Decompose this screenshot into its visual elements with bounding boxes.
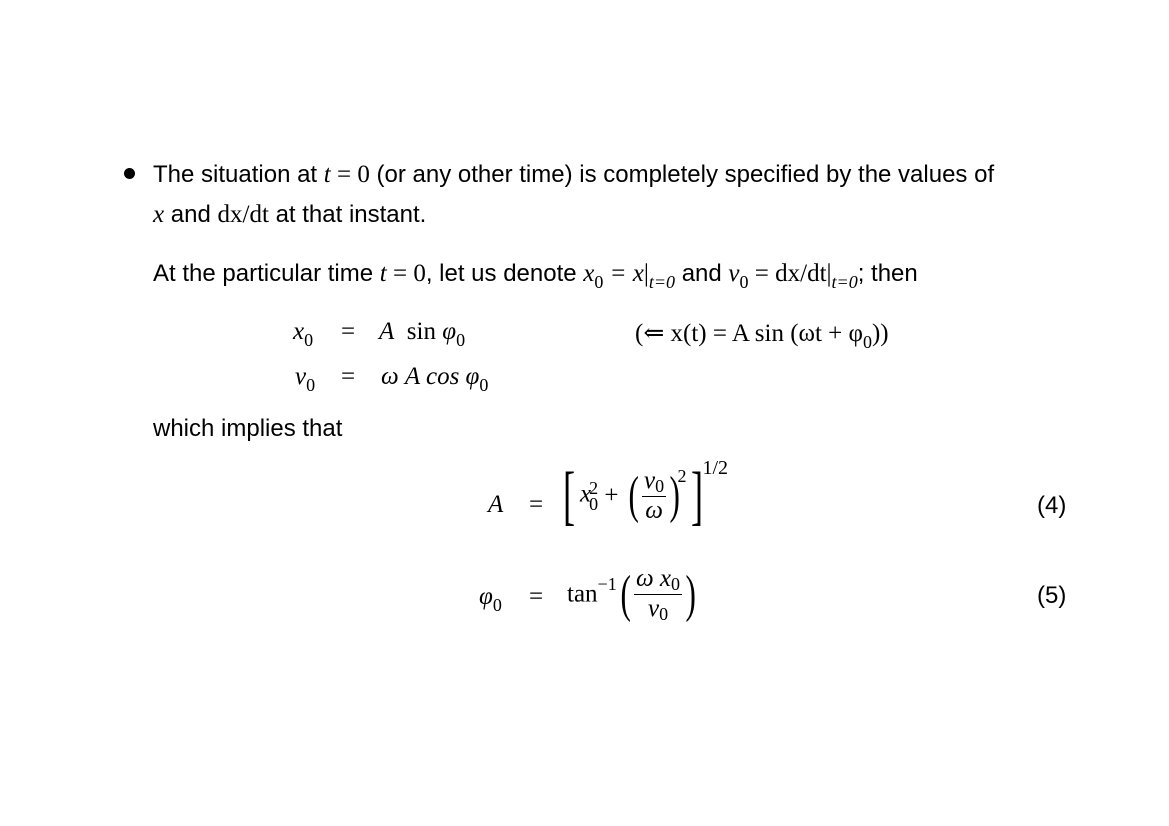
math-omega: ω — [645, 497, 663, 524]
system-row-1-rhs — [379, 318, 466, 350]
math-omega-x: ω x — [636, 565, 672, 592]
left-paren: ( — [620, 565, 631, 623]
math-x: x — [579, 480, 592, 508]
left-paren: ( — [628, 467, 639, 524]
math-phi: φ — [479, 583, 493, 610]
system-row-1-equals: = — [341, 318, 356, 345]
math-v: v — [728, 260, 740, 287]
system-row-2-equals: = — [341, 363, 356, 390]
math-A: A — [379, 318, 395, 345]
math-subscript: 0 — [492, 595, 502, 615]
bullet-line-2 — [153, 201, 426, 229]
system-row-2-lhs — [295, 363, 316, 395]
math-subscript: 0 — [304, 330, 314, 350]
math-subscript: 0 — [479, 375, 489, 395]
math-superscript: 1/2 — [702, 456, 729, 479]
implies-text: which implies that — [153, 415, 343, 442]
math-superscript: 2 — [589, 478, 599, 498]
math-superscript: 2 — [677, 465, 687, 486]
math-v: v — [644, 467, 656, 494]
system-row-2-rhs — [381, 363, 489, 395]
eq4-label: (4) — [1037, 492, 1067, 519]
math-x: x — [583, 260, 595, 287]
math-subscript: 0 — [589, 494, 599, 514]
text-segment: ; then — [857, 260, 918, 287]
eq5-lhs — [479, 583, 502, 615]
right-paren: ) — [685, 565, 696, 623]
text-segment: The situation at — [153, 161, 324, 188]
math-subscript: 0 — [659, 604, 669, 624]
text-segment: and — [675, 260, 729, 287]
eq4-equals: = — [529, 491, 544, 518]
right-bracket: ] — [691, 459, 704, 532]
right-paren: ) — [669, 467, 681, 524]
math-dxdt: dx/dt — [217, 201, 269, 228]
math-subscript: t=0 — [648, 272, 676, 292]
math-subscript: 0 — [862, 332, 872, 352]
math-eq-x: = x — [603, 260, 644, 287]
math-sin: sin — [406, 318, 436, 345]
text-segment: at that instant. — [268, 201, 427, 228]
eq5-rhs — [567, 565, 699, 624]
text-segment: (or any other time) is completely specified by the values of — [369, 161, 995, 188]
math-omega-A-cos-phi: ω A cos φ — [381, 363, 480, 390]
x0-squared — [580, 480, 598, 512]
bullet-line-1 — [153, 161, 994, 189]
math-v: v — [647, 595, 660, 622]
text-segment: , let us denote — [425, 260, 584, 287]
math-superscript: −1 — [597, 574, 617, 595]
eq5-label: (5) — [1037, 582, 1067, 609]
eq4-lhs: A — [488, 491, 504, 518]
system-row-1-note — [635, 318, 889, 352]
paragraph-initial-conditions — [153, 260, 918, 292]
math-v: v — [295, 363, 307, 390]
math-x: x — [293, 318, 305, 345]
text-segment: At the particular time — [153, 260, 380, 287]
math-evaluation-bar: | — [826, 260, 832, 287]
bullet-marker — [124, 168, 135, 179]
math-t: t — [379, 260, 387, 287]
math-note: (⇐ x(t) = A sin (ωt + φ — [635, 320, 863, 347]
math-x: x — [153, 201, 165, 228]
text-segment: and — [164, 201, 218, 228]
math-evaluation-bar: | — [643, 260, 649, 287]
math-subscript: t=0 — [831, 272, 858, 292]
math-subscript: 0 — [655, 476, 665, 496]
math-subscript: 0 — [671, 574, 681, 594]
math-plus: + — [604, 482, 619, 509]
math-eq-dxdt: = dx/dt — [748, 260, 827, 287]
math-note-end: )) — [871, 320, 889, 347]
left-bracket: [ — [562, 459, 576, 532]
eq4-rhs — [558, 456, 729, 532]
eq5-equals: = — [529, 583, 544, 610]
system-row-1-lhs — [293, 318, 314, 350]
math-subscript: 0 — [739, 272, 749, 292]
math-eq-zero: = 0 — [386, 260, 426, 287]
math-subscript: 0 — [594, 272, 604, 292]
math-phi: φ — [442, 318, 457, 345]
omega-x0-over-v0 — [634, 565, 682, 624]
math-tan: tan — [567, 580, 598, 608]
math-subscript: 0 — [456, 330, 466, 350]
math-subscript: 0 — [306, 375, 316, 395]
v0-over-omega — [642, 467, 666, 525]
math-eq-zero: = 0 — [330, 161, 370, 188]
math-t: t — [323, 161, 331, 188]
